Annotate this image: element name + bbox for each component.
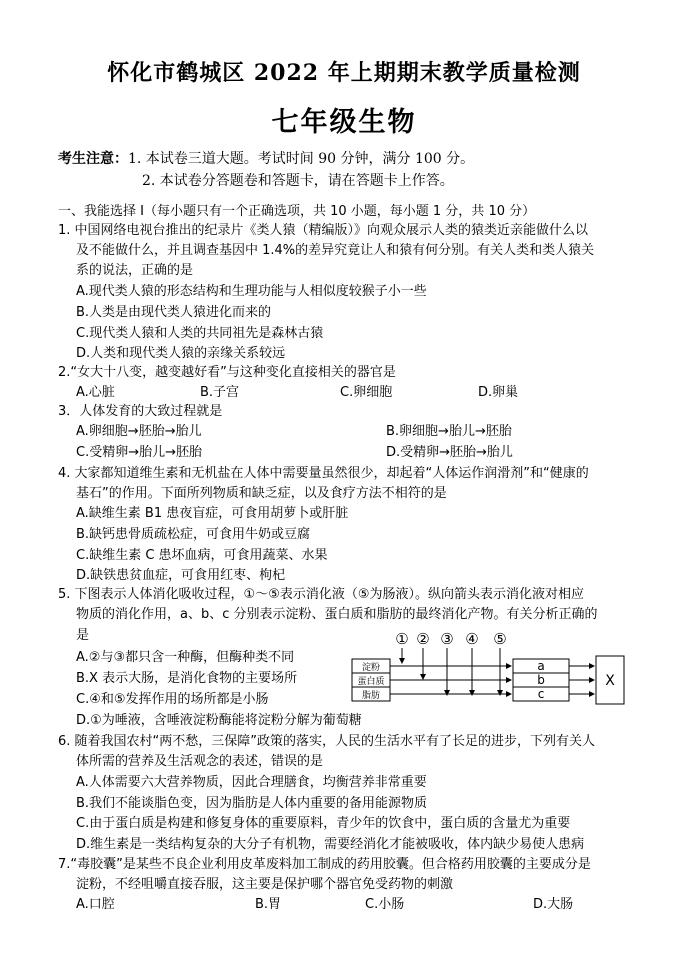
juice-1-label: ① <box>395 630 409 648</box>
q7-stem-line-1: 7.“毒胶囊”是某些不良企业利用皮革废料加工制成的药用胶囊。但合格药用胶囊的主要成分是 <box>58 857 591 872</box>
q5-option-c: C.④和⑤发挥作用的场所都是小肠 <box>76 692 269 707</box>
notice-label: 考生注意： <box>58 151 128 167</box>
candidate-notice <box>58 148 474 192</box>
q2-stem: 2.“女大十八变，越变越好看”与这种变化直接相关的器官是 <box>58 365 396 380</box>
protein-label: 蛋白质 <box>357 677 385 687</box>
juice-2-label: ② <box>416 630 430 648</box>
q7-option-a: A.口腔 <box>76 897 115 912</box>
q2-option-d: D.卵巢 <box>478 385 519 400</box>
product-b-label: b <box>537 673 545 687</box>
q5-stem-line-2: 物质的消化作用，a、b、c 分别表示淀粉、蛋白质和脂肪的最终消化产物。有关分析正确的 <box>76 607 598 622</box>
q3-option-d: D.受精卵→胚胎→胎儿 <box>386 445 513 460</box>
q7-stem-line-2: 淀粉，不经咀嚼直接吞服，这主要是保护哪个器官免受药物的刺激 <box>76 877 454 892</box>
q1-option-c: C.现代类人猿和人类的共同祖先是森林古猿 <box>76 326 324 341</box>
q5-option-d: D.①为唾液，含唾液淀粉酶能将淀粉分解为葡萄糖 <box>76 713 362 728</box>
product-c-label: c <box>537 687 545 701</box>
juice-5-label: ⑤ <box>493 630 507 648</box>
q3-option-b: B.卵细胞→胎儿→胚胎 <box>386 424 512 439</box>
q7-option-d: D.大肠 <box>533 897 574 912</box>
notice-line-1: 1. 本试卷三道大题。考试时间 90 分钟，满分 100 分。 <box>128 151 475 167</box>
q4-option-d: D.缺铁患贫血症，可食用红枣、枸杞 <box>76 568 286 583</box>
section-1-heading: 一、我能选择 Ⅰ（每小题只有一个正确选项，共 10 小题，每小题 1 分，共 10 分） <box>58 204 536 219</box>
q6-stem-line-2: 体所需的营养及生活观念的表述，错误的是 <box>76 754 324 769</box>
q4-stem-line-1: 4. 大家都知道维生素和无机盐在人体中需要量虽然很少，却起着“人体运作润滑剂”和“健康的 <box>58 466 589 481</box>
q1-stem-line-1: 1. 中国网络电视台推出的纪录片《类人猿（精编版）》向观众展示人类的猿类近亲能做什么以 <box>58 223 589 238</box>
q2-option-b: B.子宫 <box>200 385 240 400</box>
q6-option-c: C.由于蛋白质是构建和修复身体的重要原料，青少年的饮食中，蛋白质的含量尤为重要 <box>76 816 571 831</box>
q5-stem-line-1: 5. 下图表示人体消化吸收过程，①～⑤表示消化液（⑤为肠液）。纵向箭头表示消化液对相应 <box>58 587 584 602</box>
q4-option-a: A.缺维生素 B1 患夜盲症，可食用胡萝卜或肝脏 <box>76 506 349 521</box>
product-a-label: a <box>537 659 545 673</box>
q7-option-c: C.小肠 <box>365 897 405 912</box>
q4-stem-line-2: 基石”的作用。下面所列物质和缺乏症，以及食疗方法不相符的是 <box>76 486 447 501</box>
q1-option-b: B.人类是由现代类人猿进化而来的 <box>76 305 272 320</box>
notice-line-2: 2. 本试卷分答题卷和答题卡，请在答题卡上作答。 <box>142 173 454 189</box>
q1-option-d: D.人类和现代类人猿的亲缘关系较远 <box>76 346 286 361</box>
exam-subject: 七年级生物 <box>271 107 417 138</box>
digestion-diagram <box>345 628 635 708</box>
q1-stem-line-2: 及不能做什么，并且调查基因中 1.4%的差异究竟让人和猿有何分别。有关人类和类人猿关 <box>76 243 595 258</box>
exam-title: 怀化市鹤城区 2022 年上期期末教学质量检测 <box>107 60 581 86</box>
starch-label: 淀粉 <box>361 663 381 673</box>
q6-stem-line-1: 6. 随着我国农村“两不愁，三保障”政策的落实，人民的生活水平有了长足的进步，下列有关人 <box>58 734 596 749</box>
q2-option-a: A.心脏 <box>76 385 115 400</box>
juice-4-label: ④ <box>465 630 479 648</box>
q3-stem: 3．人体发育的大致过程就是 <box>58 404 223 419</box>
q4-option-c: C.缺维生素 C 患坏血病，可食用蔬菜、水果 <box>76 548 328 563</box>
q5-option-b: B.X 表示大肠，是消化食物的主要场所 <box>76 671 298 686</box>
q6-option-a: A.人体需要六大营养物质，因此合理膳食，均衡营养非常重要 <box>76 775 427 790</box>
fat-label: 脂肪 <box>361 691 381 701</box>
q5-stem-line-3: 是 <box>76 628 90 643</box>
q1-stem-line-3: 系的说法，正确的是 <box>76 263 194 278</box>
juice-3-label: ③ <box>440 630 454 648</box>
q4-option-b: B.缺钙患骨质疏松症，可食用牛奶或豆腐 <box>76 527 311 542</box>
q1-option-a: A.现代类人猿的形态结构和生理功能与人相似度较猴子小一些 <box>76 284 427 299</box>
q6-option-d: D.维生素是一类结构复杂的大分子有机物，需要经消化才能被吸收，体内缺少易使人患病 <box>76 837 585 852</box>
q7-option-b: B.胃 <box>255 897 282 912</box>
q3-option-c: C.受精卵→胎儿→胚胎 <box>76 445 202 460</box>
q5-option-a: A.②与③都只含一种酶，但酶种类不同 <box>76 650 295 665</box>
q6-option-b: B.我们不能谈脂色变，因为脂肪是人体内重要的备用能源物质 <box>76 796 428 811</box>
q3-option-a: A.卵细胞→胚胎→胎儿 <box>76 424 202 439</box>
q2-option-c: C.卵细胞 <box>340 385 393 400</box>
organ-x-label: X <box>605 673 615 689</box>
